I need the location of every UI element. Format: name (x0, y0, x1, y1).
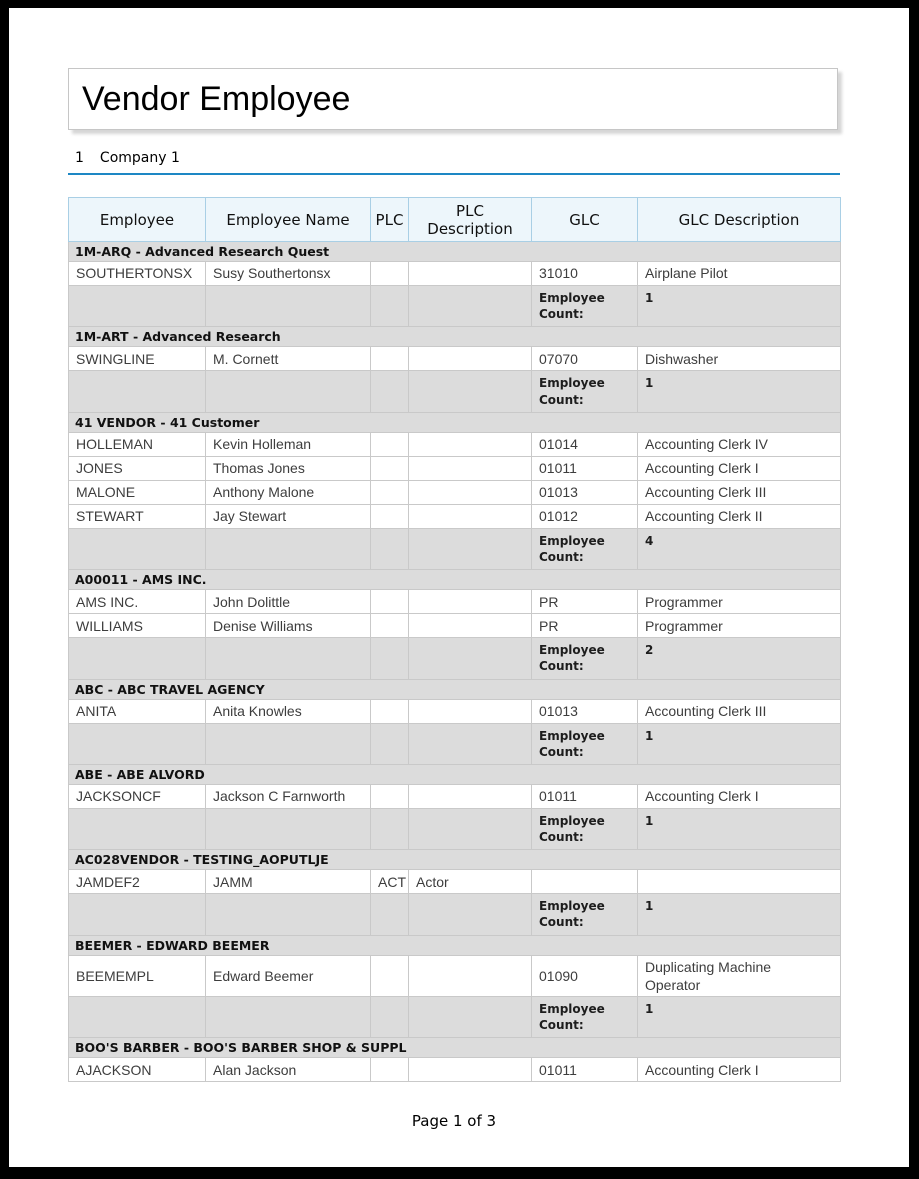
summary-spacer-cell (409, 371, 532, 412)
cell-glc-description: Accounting Clerk I (638, 784, 841, 808)
summary-spacer-cell (69, 894, 206, 935)
report-title-box (68, 68, 838, 130)
summary-spacer-cell (206, 997, 371, 1038)
cell-employee-name: Kevin Holleman (206, 432, 371, 456)
summary-spacer-cell (371, 638, 409, 679)
column-header-plc-description: PLC Description (409, 198, 532, 242)
group-header-label: 1M-ART - Advanced Research (69, 327, 841, 347)
group-header-row (69, 327, 841, 347)
summary-label-cell: Employee Count: (532, 723, 638, 764)
summary-label-cell: Employee Count: (532, 528, 638, 569)
cell-employee: JACKSONCF (69, 784, 206, 808)
cell-employee-name: Jackson C Farnworth (206, 784, 371, 808)
cell-glc-description: Accounting Clerk II (638, 504, 841, 528)
summary-row (69, 894, 841, 935)
column-header-plc: PLC (371, 198, 409, 242)
summary-spacer-cell (371, 528, 409, 569)
group-header-row (69, 935, 841, 955)
group-header-row (69, 242, 841, 262)
summary-spacer-cell (206, 371, 371, 412)
cell-employee-name: JAMM (206, 870, 371, 894)
cell-employee: MALONE (69, 480, 206, 504)
table-row (69, 955, 841, 996)
cell-plc: ACT (371, 870, 409, 894)
page-title: Vendor Employee (82, 79, 351, 118)
cell-plc-description (409, 347, 532, 371)
group-header-label: BEEMER - EDWARD BEEMER (69, 935, 841, 955)
cell-glc: PR (532, 614, 638, 638)
group-header-row (69, 570, 841, 590)
cell-plc-description (409, 456, 532, 480)
company-name: Company 1 (99, 150, 180, 166)
summary-spacer-cell (371, 371, 409, 412)
table-row (69, 590, 841, 614)
cell-glc: 01011 (532, 456, 638, 480)
summary-spacer-cell (206, 528, 371, 569)
table-header-row (69, 198, 841, 242)
summary-count-cell: 1 (638, 723, 841, 764)
table-row (69, 870, 841, 894)
cell-plc (371, 614, 409, 638)
summary-count-cell: 4 (638, 528, 841, 569)
summary-count-cell: 1 (638, 808, 841, 849)
summary-spacer-cell (371, 808, 409, 849)
cell-plc (371, 432, 409, 456)
cell-employee: BEEMEMPL (69, 955, 206, 996)
cell-employee: STEWART (69, 504, 206, 528)
table-row (69, 504, 841, 528)
cell-employee-name: Anita Knowles (206, 699, 371, 723)
cell-glc: 01012 (532, 504, 638, 528)
cell-glc-description (638, 870, 841, 894)
summary-count-cell: 1 (638, 371, 841, 412)
cell-plc-description (409, 1058, 532, 1082)
summary-spacer-cell (206, 638, 371, 679)
summary-count-cell: 1 (638, 894, 841, 935)
summary-spacer-cell (409, 894, 532, 935)
table-body (69, 242, 841, 1082)
summary-spacer-cell (69, 997, 206, 1038)
summary-label-cell: Employee Count: (532, 638, 638, 679)
cell-plc (371, 590, 409, 614)
group-header-label: BOO'S BARBER - BOO'S BARBER SHOP & SUPPL (69, 1038, 841, 1058)
cell-employee-name: John Dolittle (206, 590, 371, 614)
column-header-employee-name: Employee Name (206, 198, 371, 242)
group-header-label: ABC - ABC TRAVEL AGENCY (69, 679, 841, 699)
cell-glc: 01011 (532, 1058, 638, 1082)
group-header-label: 1M-ARQ - Advanced Research Quest (69, 242, 841, 262)
cell-glc: 01013 (532, 480, 638, 504)
cell-glc: 01013 (532, 699, 638, 723)
summary-label-cell: Employee Count: (532, 997, 638, 1038)
summary-row (69, 808, 841, 849)
table-row (69, 614, 841, 638)
table-row (69, 456, 841, 480)
table-row (69, 432, 841, 456)
summary-count-cell: 1 (638, 997, 841, 1038)
summary-spacer-cell (206, 808, 371, 849)
cell-glc-description: Dishwasher (638, 347, 841, 371)
summary-spacer-cell (371, 286, 409, 327)
cell-employee-name: M. Cornett (206, 347, 371, 371)
cell-plc (371, 480, 409, 504)
cell-plc-description (409, 955, 532, 996)
summary-spacer-cell (206, 723, 371, 764)
cell-employee: JONES (69, 456, 206, 480)
summary-spacer-cell (409, 528, 532, 569)
cell-plc-description (409, 784, 532, 808)
cell-glc (532, 870, 638, 894)
summary-spacer-cell (371, 894, 409, 935)
table-row (69, 784, 841, 808)
summary-label-cell: Employee Count: (532, 371, 638, 412)
summary-spacer-cell (409, 723, 532, 764)
group-header-label: AC028VENDOR - TESTING_AOPUTLJE (69, 850, 841, 870)
cell-employee-name: Alan Jackson (206, 1058, 371, 1082)
cell-employee-name: Thomas Jones (206, 456, 371, 480)
cell-employee-name: Edward Beemer (206, 955, 371, 996)
cell-glc-description: Duplicating Machine Operator (638, 955, 841, 996)
cell-employee: SWINGLINE (69, 347, 206, 371)
cell-glc: PR (532, 590, 638, 614)
cell-plc-description (409, 590, 532, 614)
column-header-employee: Employee (69, 198, 206, 242)
cell-plc (371, 347, 409, 371)
cell-employee-name: Jay Stewart (206, 504, 371, 528)
cell-plc (371, 456, 409, 480)
group-header-label: ABE - ABE ALVORD (69, 764, 841, 784)
cell-employee-name: Susy Southertonsx (206, 262, 371, 286)
cell-glc-description: Programmer (638, 614, 841, 638)
page-footer: Page 1 of 3 (411, 1112, 497, 1131)
cell-plc (371, 262, 409, 286)
summary-count-cell: 2 (638, 638, 841, 679)
vendor-employee-table (68, 197, 841, 1082)
group-header-row (69, 412, 841, 432)
summary-label-cell: Employee Count: (532, 894, 638, 935)
cell-glc-description: Accounting Clerk I (638, 1058, 841, 1082)
cell-employee: AMS INC. (69, 590, 206, 614)
summary-row (69, 528, 841, 569)
table-row (69, 1058, 841, 1082)
table-row (69, 262, 841, 286)
summary-row (69, 638, 841, 679)
cell-plc (371, 1058, 409, 1082)
cell-employee: JAMDEF2 (69, 870, 206, 894)
summary-spacer-cell (69, 371, 206, 412)
cell-glc-description: Airplane Pilot (638, 262, 841, 286)
cell-employee-name: Anthony Malone (206, 480, 371, 504)
column-header-glc-description: GLC Description (638, 198, 841, 242)
summary-label-cell: Employee Count: (532, 808, 638, 849)
cell-employee: HOLLEMAN (69, 432, 206, 456)
summary-spacer-cell (371, 997, 409, 1038)
group-header-label: 41 VENDOR - 41 Customer (69, 412, 841, 432)
cell-glc: 07070 (532, 347, 638, 371)
company-number: 1 (75, 150, 84, 166)
cell-plc (371, 699, 409, 723)
cell-plc-description (409, 699, 532, 723)
cell-employee: AJACKSON (69, 1058, 206, 1082)
group-header-row (69, 679, 841, 699)
summary-label-cell: Employee Count: (532, 286, 638, 327)
cell-plc-description (409, 262, 532, 286)
cell-glc-description: Programmer (638, 590, 841, 614)
summary-row (69, 371, 841, 412)
cell-employee: ANITA (69, 699, 206, 723)
summary-spacer-cell (69, 723, 206, 764)
cell-plc-description (409, 614, 532, 638)
report-page (9, 8, 909, 1167)
cell-glc-description: Accounting Clerk III (638, 480, 841, 504)
summary-spacer-cell (206, 286, 371, 327)
cell-employee-name: Denise Williams (206, 614, 371, 638)
group-header-row (69, 850, 841, 870)
summary-spacer-cell (371, 723, 409, 764)
table-row (69, 347, 841, 371)
cell-glc-description: Accounting Clerk I (638, 456, 841, 480)
table-row (69, 699, 841, 723)
cell-glc: 31010 (532, 262, 638, 286)
summary-spacer-cell (409, 997, 532, 1038)
cell-glc: 01090 (532, 955, 638, 996)
summary-row (69, 286, 841, 327)
cell-glc: 01011 (532, 784, 638, 808)
summary-spacer-cell (409, 286, 532, 327)
cell-plc (371, 955, 409, 996)
summary-spacer-cell (409, 638, 532, 679)
summary-row (69, 723, 841, 764)
summary-spacer-cell (69, 808, 206, 849)
table-row (69, 480, 841, 504)
summary-spacer-cell (69, 638, 206, 679)
cell-plc-description (409, 504, 532, 528)
cell-glc-description: Accounting Clerk III (638, 699, 841, 723)
group-header-row (69, 1038, 841, 1058)
cell-glc: 01014 (532, 432, 638, 456)
summary-row (69, 997, 841, 1038)
summary-spacer-cell (206, 894, 371, 935)
summary-spacer-cell (69, 528, 206, 569)
column-header-glc: GLC (532, 198, 638, 242)
cell-employee: SOUTHERTONSX (69, 262, 206, 286)
cell-employee: WILLIAMS (69, 614, 206, 638)
cell-plc (371, 504, 409, 528)
summary-spacer-cell (409, 808, 532, 849)
summary-count-cell: 1 (638, 286, 841, 327)
summary-spacer-cell (69, 286, 206, 327)
cell-glc-description: Accounting Clerk IV (638, 432, 841, 456)
group-header-row (69, 764, 841, 784)
company-header (68, 150, 840, 175)
cell-plc-description (409, 432, 532, 456)
cell-plc-description (409, 480, 532, 504)
cell-plc-description: Actor (409, 870, 532, 894)
cell-plc (371, 784, 409, 808)
group-header-label: A00011 - AMS INC. (69, 570, 841, 590)
